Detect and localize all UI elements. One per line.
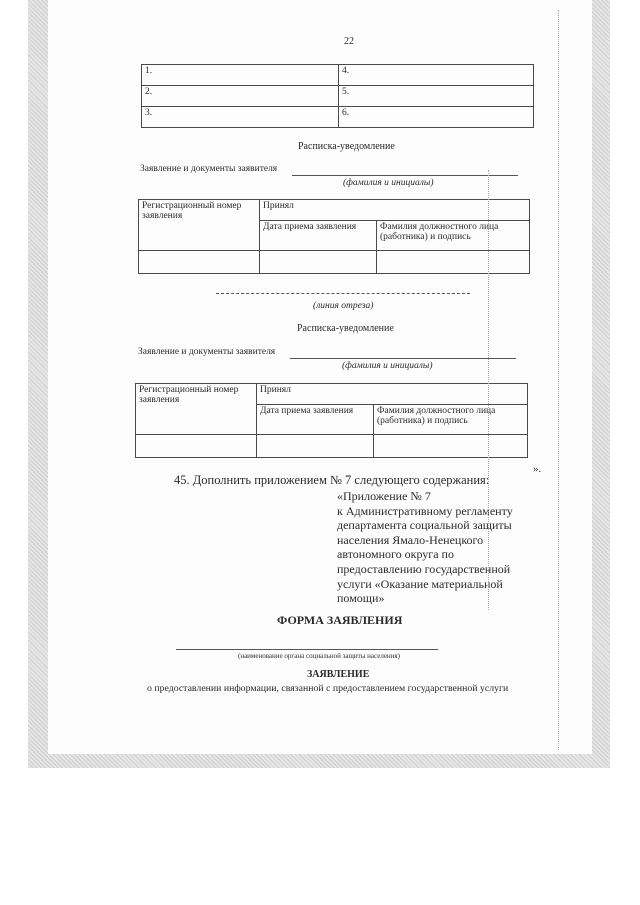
table-cell [257, 435, 374, 458]
date-header: Дата приема заявления [260, 221, 377, 251]
appendix-line: к Административному регламенту [337, 503, 513, 518]
accepted-header: Принял [260, 200, 530, 221]
table-cell: 3. [142, 107, 339, 128]
item-45-text: 45. Дополнить приложением № 7 следующего содержания: [174, 473, 490, 487]
name-hint: (фамилия и инициалы) [342, 361, 433, 371]
applicant-docs-label: Заявление и документы заявителя [140, 164, 278, 174]
appendix-line: помощи» [337, 591, 385, 606]
appendix-reference [337, 489, 537, 606]
receipt-title: Расписка-уведомление [297, 323, 394, 334]
table-row [139, 200, 530, 221]
org-line [176, 649, 438, 650]
appendix-line: населения Ямало-Ненецкого [337, 532, 484, 547]
official-header: Фамилия должностного лица (работника) и подпись [374, 405, 528, 435]
table-cell [136, 435, 257, 458]
table-cell: 1. [142, 65, 339, 86]
table-cell [377, 251, 530, 274]
closing-quote: ». [533, 463, 542, 475]
appendix-line: департамента социальной защиты [337, 518, 512, 533]
table-cell: 2. [142, 86, 339, 107]
cut-line [216, 293, 470, 294]
statement-subtitle: о предоставлении информации, связанной с предоставлением государственной услуги [147, 683, 509, 694]
table-row [142, 86, 534, 107]
signature-line [292, 175, 518, 176]
page-number: 22 [344, 36, 354, 47]
signature-line [290, 358, 516, 359]
table-cell: 6. [339, 107, 534, 128]
appendix-line: предоставлению государственной [337, 561, 511, 576]
cut-line-label: (линия отреза) [313, 301, 374, 311]
table-row [136, 384, 528, 405]
table-cell: 4. [339, 65, 534, 86]
table-row [142, 65, 534, 86]
applicant-docs-label: Заявление и документы заявителя [138, 347, 276, 357]
form-title: ФОРМА ЗАЯВЛЕНИЯ [277, 613, 403, 627]
table-cell [139, 251, 260, 274]
appendix-line: автономного округа по [337, 547, 454, 562]
accepted-header: Принял [257, 384, 528, 405]
reg-number-header: Регистрационный номер заявления [139, 200, 260, 251]
table-cell [260, 251, 377, 274]
name-hint: (фамилия и инициалы) [343, 178, 434, 188]
receipt-table [135, 383, 528, 458]
table-row [139, 251, 530, 274]
receipt-table [138, 199, 530, 274]
org-hint: (наименование органа социальной защиты населения) [238, 652, 400, 660]
margin-line [558, 10, 559, 750]
appendix-line: «Приложение № 7 [337, 489, 431, 503]
table-row [136, 435, 528, 458]
statement-title: ЗАЯВЛЕНИЕ [307, 669, 370, 680]
official-header: Фамилия должностного лица (работника) и подпись [377, 221, 530, 251]
appendix-line: услуги «Оказание материальной [337, 576, 503, 591]
receipt-title: Расписка-уведомление [298, 141, 395, 152]
table-cell: 5. [339, 86, 534, 107]
date-header: Дата приема заявления [257, 405, 374, 435]
numbered-list-table [141, 64, 534, 128]
reg-number-header: Регистрационный номер заявления [136, 384, 257, 435]
margin-line [488, 170, 489, 610]
table-row [142, 107, 534, 128]
table-cell [374, 435, 528, 458]
